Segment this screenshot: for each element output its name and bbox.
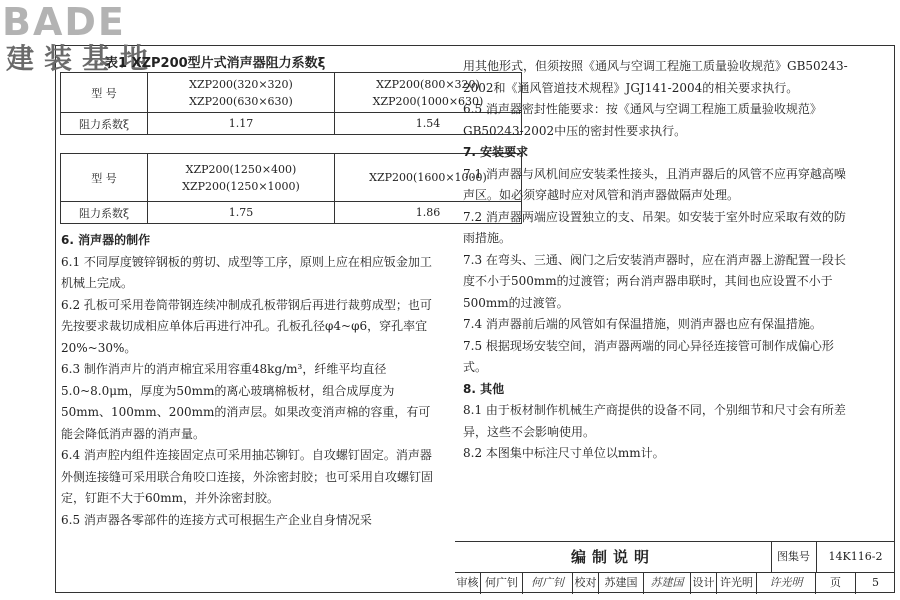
coefficient-value: 1.75 xyxy=(148,202,335,224)
model-label: 型 号 xyxy=(61,154,148,202)
check-label: 校对 xyxy=(573,572,599,594)
table-title: 表1 XZP200型片式消声器阻力系数ξ xyxy=(105,56,326,71)
right-text-column xyxy=(463,56,853,465)
section-heading: 7. 安装要求 xyxy=(463,145,529,159)
review-label: 审核 xyxy=(455,572,481,594)
model-line: XZP200(800×320) xyxy=(376,77,480,91)
paragraph: 用其他形式，但须按照《通风与空调工程施工质量验收规范》GB50243-2002和《通风管道技术规程》JGJ141-2004的相关要求执行。 xyxy=(463,59,848,95)
paragraph: 8.2 本图集中标注尺寸单位以mm计。 xyxy=(463,446,665,460)
paragraph: 7.5 根据现场安装空间，消声器两端的同心异径连接管可制作成偏心形式。 xyxy=(463,338,834,374)
table-row xyxy=(61,154,522,202)
coefficient-label: 阻力系数ξ xyxy=(61,202,148,224)
paragraph: 6.2 孔板可采用卷筒带钢连续冲制成孔板带钢后再进行裁剪成型；也可先按要求裁切成相应单体后再进行冲孔。孔板孔径φ4~φ6，穿孔率宜20%~30%。 xyxy=(61,297,432,355)
logo-subtitle: 建装基地 xyxy=(6,42,159,75)
table-row xyxy=(61,73,522,113)
resistance-table-1 xyxy=(60,72,522,135)
paragraph: 6.1 不同厚度镀锌钢板的剪切、成型等工序，原则上应在相应钣金加工机械上完成。 xyxy=(61,254,432,290)
paragraph: 6.3 制作消声片的消声棉宜采用容重48kg/m³，纤维平均直径5.0~8.0μm，厚度为50mm的离心玻璃棉板材，组合成厚度为50mm、100mm、200mm的消声层。如果改变消声棉的容重，有可能会降低消声器的消声量。 xyxy=(61,362,431,441)
signature-row xyxy=(455,572,895,594)
page-label: 页 xyxy=(816,572,856,594)
paragraph: 7.3 在弯头、三通、阀门之后安装消声器时，应在消声器上游配置一段长度不小于500mm的过渡管；两台消声器串联时，其间也应设置不小于500mm的过渡管。 xyxy=(463,252,846,310)
logo-wordmark: BADE xyxy=(2,0,126,44)
section-heading: 6. 消声器的制作 xyxy=(61,233,151,247)
paragraph: 7.4 消声器前后端的风管如有保温措施，则消声器也应有保温措施。 xyxy=(463,317,822,331)
model-line: XZP200(1000×630) xyxy=(372,94,484,108)
paragraph: 7.1 消声器与风机间应安装柔性接头，且消声器后的风管不应再穿越高噪声区。如必须穿越时应对风管和消声器做隔声处理。 xyxy=(463,166,846,202)
page-number: 5 xyxy=(872,576,879,589)
paragraph: 6.5 消声器密封性能要求：按《通风与空调工程施工质量验收规范》GB50243-2002中压的密封性要求执行。 xyxy=(463,102,822,138)
checker-signature: 苏建国 xyxy=(644,572,691,594)
model-line: XZP200(630×630) xyxy=(189,94,293,108)
checker-name: 苏建国 xyxy=(599,572,644,594)
design-label: 设计 xyxy=(691,572,717,594)
coefficient-value: 1.86 xyxy=(335,202,522,224)
resistance-table-2 xyxy=(60,153,522,224)
model-line: XZP200(1250×1000) xyxy=(182,179,300,193)
paragraph: 7.2 消声器两端应设置独立的支、吊架。如安装于室外时应采取有效的防雨措施。 xyxy=(463,209,846,245)
coefficient-value: 1.54 xyxy=(335,113,522,135)
model-label: 型 号 xyxy=(61,73,148,113)
designer-signature: 许光明 xyxy=(757,572,816,594)
paragraph: 6.4 消声腔内组件连接固定点可采用抽芯铆钉。自攻螺钉固定。消声器外侧连接缝可采用联合角咬口连接，外涂密封胶；也可采用自攻螺钉固定，钉距不大于60mm，并外涂密封胶。 xyxy=(61,448,434,505)
paragraph: 8.1 由于板材制作机械生产商提供的设备不同，个别细节和尺寸会有所差异，这些不会影响使用。 xyxy=(463,403,846,439)
coefficient-label: 阻力系数ξ xyxy=(61,113,148,135)
atlas-label: 图集号 xyxy=(771,542,817,573)
model-line: XZP200(1250×400) xyxy=(185,162,297,176)
title-block xyxy=(455,541,895,594)
designer-name: 许光明 xyxy=(717,572,757,594)
atlas-number: 14K116-2 xyxy=(816,542,895,573)
paragraph: 6.5 消声器各零部件的连接方式可根据生产企业自身情况采 xyxy=(61,512,372,527)
section-heading: 8. 其他 xyxy=(463,381,505,396)
table-row xyxy=(61,113,522,135)
table-row xyxy=(61,202,522,224)
coefficient-value: 1.17 xyxy=(148,113,335,135)
left-text-column xyxy=(61,230,436,531)
model-cell: XZP200(1600×1000) xyxy=(335,154,522,202)
model-cell xyxy=(148,154,335,202)
model-line: XZP200(320×320) xyxy=(189,77,293,91)
drawing-title: 编制说明 xyxy=(455,542,772,573)
reviewer-signature: 何广钊 xyxy=(523,572,573,594)
model-cell xyxy=(148,73,335,113)
reviewer-name: 何广钊 xyxy=(481,572,523,594)
